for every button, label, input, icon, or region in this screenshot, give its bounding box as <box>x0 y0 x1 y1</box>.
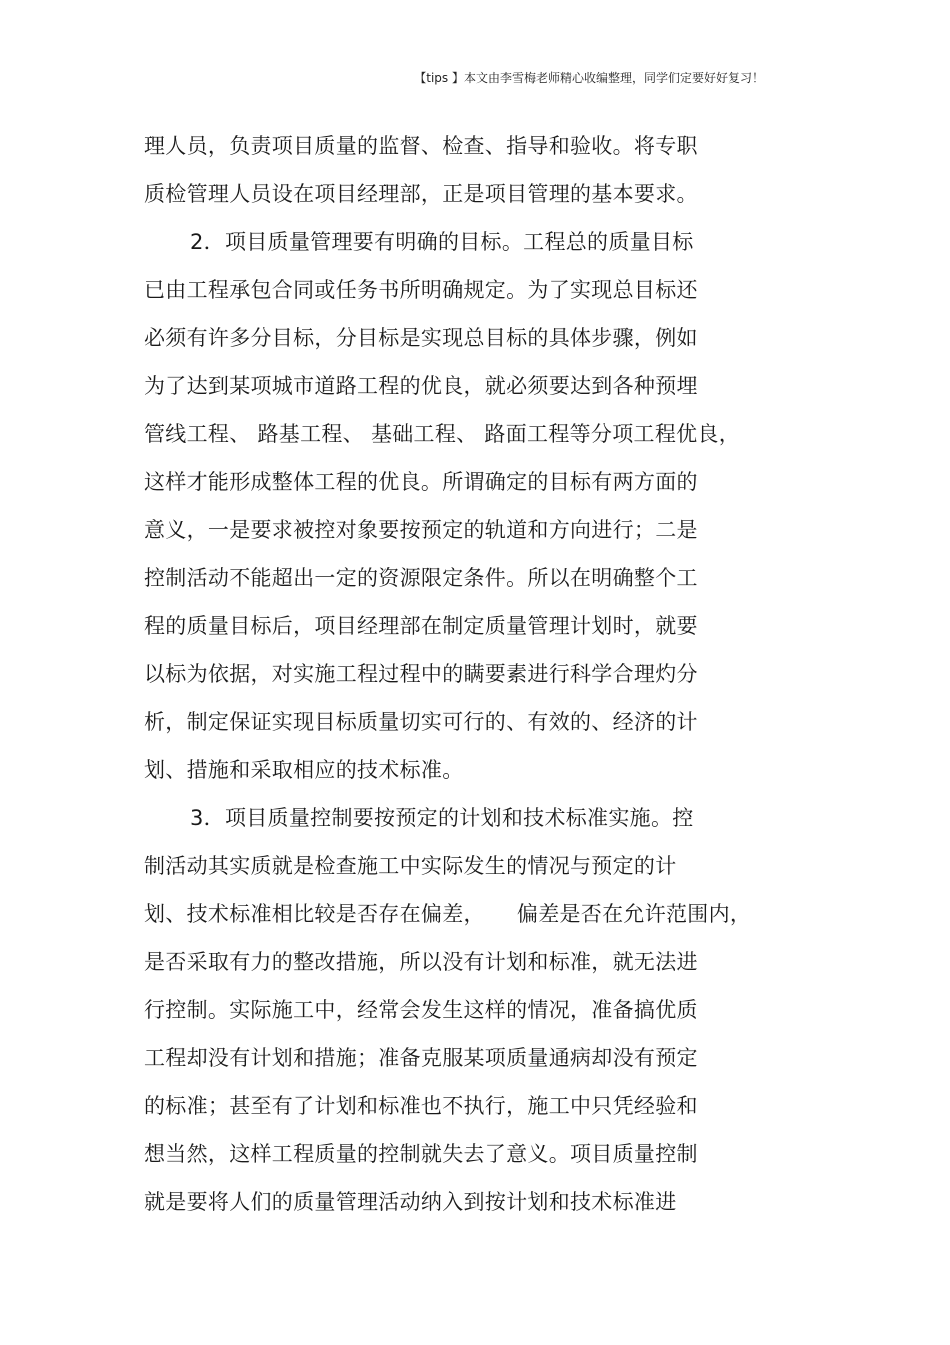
text-line-1: 理人员，负责项目质量的监督、检查、指导和验收。将专职 <box>144 134 698 158</box>
text-line-23: 就是要将人们的质量管理活动纳入到按计划和技术标准进 <box>144 1190 677 1214</box>
text-line-13: 析，制定保证实现目标质量切实可行的、有效的、经济的计 <box>144 710 698 734</box>
text-line-21: 的标准；甚至有了计划和标准也不执行，施工中只凭经验和 <box>144 1094 698 1118</box>
text-line-22: 想当然，这样工程质量的控制就失去了意义。项目质量控制 <box>144 1142 698 1166</box>
text-line-8: 这样才能形成整体工程的优良。所谓确定的目标有两方面的 <box>144 470 698 494</box>
text-line-18: 是否采取有力的整改措施，所以没有计划和标准，就无法进 <box>144 950 698 974</box>
text-line-3: 2．项目质量管理要有明确的目标。工程总的质量目标 <box>190 230 694 254</box>
text-line-11: 程的质量目标后，项目经理部在制定质量管理计划时，就要 <box>144 614 698 638</box>
text-line-12: 以标为依据，对实施工程过程中的瞒要素进行科学合理灼分 <box>144 662 698 686</box>
text-line-17: 划、技术标准相比较是否存在偏差， 偏差是否在允许范围内， <box>144 902 752 926</box>
text-line-9: 意义，一是要求被控对象要按预定的轨道和方向进行；二是 <box>144 518 698 542</box>
text-line-20: 工程却没有计划和措施；准备克服某项质量通病却没有预定 <box>144 1046 698 1070</box>
text-line-19: 行控制。实际施工中，经常会发生这样的情况，准备搞优质 <box>144 998 698 1022</box>
header-tip-note: 【tips 】本文由李雪梅老师精心收编整理，同学们定要好好复习！ <box>414 71 764 85</box>
text-line-14: 划、措施和采取相应的技术标准。 <box>144 758 464 782</box>
text-line-5: 必须有许多分目标，分目标是实现总目标的具体步骤，例如 <box>144 326 698 350</box>
text-line-6: 为了达到某项城市道路工程的优良，就必须要达到各种预埋 <box>144 374 698 398</box>
text-line-15: 3．项目质量控制要按预定的计划和技术标准实施。控 <box>190 806 694 830</box>
text-line-4: 已由工程承包合同或任务书所明确规定。为了实现总目标还 <box>144 278 698 302</box>
text-line-7: 管线工程、 路基工程、 基础工程、 路面工程等分项工程优良， <box>144 422 741 446</box>
text-line-2: 质检管理人员设在项目经理部，正是项目管理的基本要求。 <box>144 182 698 206</box>
text-line-16: 制活动其实质就是检查施工中实际发生的情况与预定的计 <box>144 854 677 878</box>
text-line-10: 控制活动不能超出一定的资源限定条件。所以在明确整个工 <box>144 566 698 590</box>
